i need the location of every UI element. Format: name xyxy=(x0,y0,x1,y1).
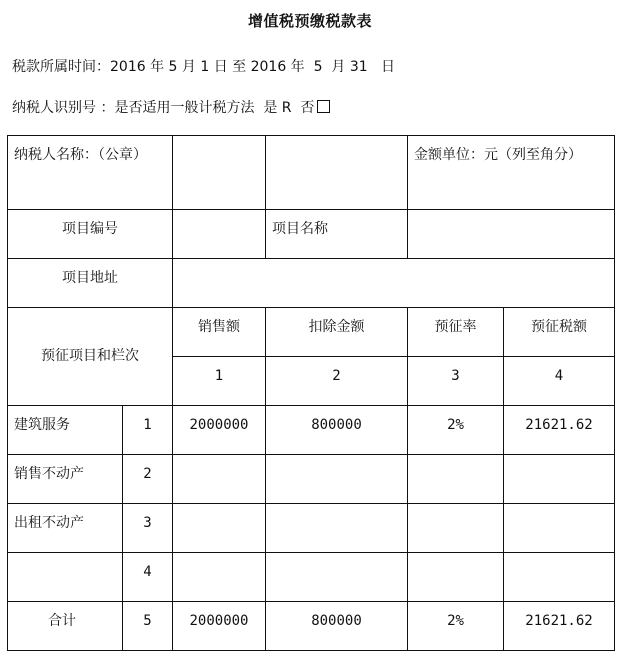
tax-cell[interactable] xyxy=(504,504,615,553)
sales-cell[interactable] xyxy=(173,504,266,553)
total-tax: 21621.62 xyxy=(504,602,615,651)
table-row xyxy=(8,553,615,602)
sales-cell[interactable]: 2000000 xyxy=(173,406,266,455)
row-name: 建筑服务 xyxy=(8,406,123,455)
tax-cell[interactable]: 21621.62 xyxy=(504,406,615,455)
col-header-sales: 销售额 xyxy=(173,308,266,357)
row-name xyxy=(8,553,123,602)
blank-cell xyxy=(266,136,408,210)
deduction-cell[interactable] xyxy=(266,553,408,602)
table-row xyxy=(8,406,615,455)
col-header-tax: 预征税额 xyxy=(504,308,615,357)
table-row xyxy=(8,504,615,553)
tax-period-line: 税款所属时间：2016 年 5 月 1 日 至 2016 年 5 月 31 日 xyxy=(12,59,395,75)
col-header-deduction: 扣除金额 xyxy=(266,308,408,357)
table-row xyxy=(8,455,615,504)
table-row xyxy=(8,210,615,259)
sales-cell[interactable] xyxy=(173,553,266,602)
taxpayer-id-line xyxy=(12,97,330,117)
total-rate: 2% xyxy=(408,602,504,651)
taxpayer-name-label: 纳税人名称：（公章） xyxy=(8,136,173,210)
table-row xyxy=(8,602,615,651)
deduction-cell[interactable] xyxy=(266,455,408,504)
row-number: 3 xyxy=(123,504,173,553)
project-name-cell[interactable] xyxy=(408,210,615,259)
row-name: 销售不动产 xyxy=(8,455,123,504)
col-number: 1 xyxy=(173,357,266,406)
total-deduction: 800000 xyxy=(266,602,408,651)
rate-cell[interactable] xyxy=(408,455,504,504)
deduction-cell[interactable]: 800000 xyxy=(266,406,408,455)
prepayment-table xyxy=(7,135,615,651)
taxpayer-name-cell[interactable] xyxy=(173,136,266,210)
project-address-label: 项目地址 xyxy=(8,259,173,308)
sales-cell[interactable] xyxy=(173,455,266,504)
total-label: 合计 xyxy=(8,602,123,651)
row-number: 1 xyxy=(123,406,173,455)
col-header-rate: 预征率 xyxy=(408,308,504,357)
project-name-label: 项目名称 xyxy=(266,210,408,259)
project-address-cell[interactable] xyxy=(173,259,615,308)
amount-unit-label: 金额单位：元（列至角分） xyxy=(408,136,615,210)
tax-cell[interactable] xyxy=(504,455,615,504)
tax-cell[interactable] xyxy=(504,553,615,602)
table-row xyxy=(8,259,615,308)
deduction-cell[interactable] xyxy=(266,504,408,553)
col-number: 3 xyxy=(408,357,504,406)
project-no-label: 项目编号 xyxy=(8,210,173,259)
row-number: 4 xyxy=(123,553,173,602)
table-row xyxy=(8,308,615,357)
rate-cell[interactable] xyxy=(408,553,504,602)
project-no-cell[interactable] xyxy=(173,210,266,259)
row-number: 2 xyxy=(123,455,173,504)
rate-cell[interactable]: 2% xyxy=(408,406,504,455)
form-title: 增值税预缴税款表 xyxy=(247,12,372,30)
taxpayer-id-text: 纳税人识别号 ：是否适用一般计税方法 是 R 否 xyxy=(12,100,315,116)
col-number: 4 xyxy=(504,357,615,406)
table-row xyxy=(8,136,615,210)
row-number: 5 xyxy=(123,602,173,651)
checkbox-icon[interactable] xyxy=(317,100,330,113)
col-number: 2 xyxy=(266,357,408,406)
row-name: 出租不动产 xyxy=(8,504,123,553)
prepay-items-label: 预征项目和栏次 xyxy=(8,308,173,406)
total-sales: 2000000 xyxy=(173,602,266,651)
rate-cell[interactable] xyxy=(408,504,504,553)
